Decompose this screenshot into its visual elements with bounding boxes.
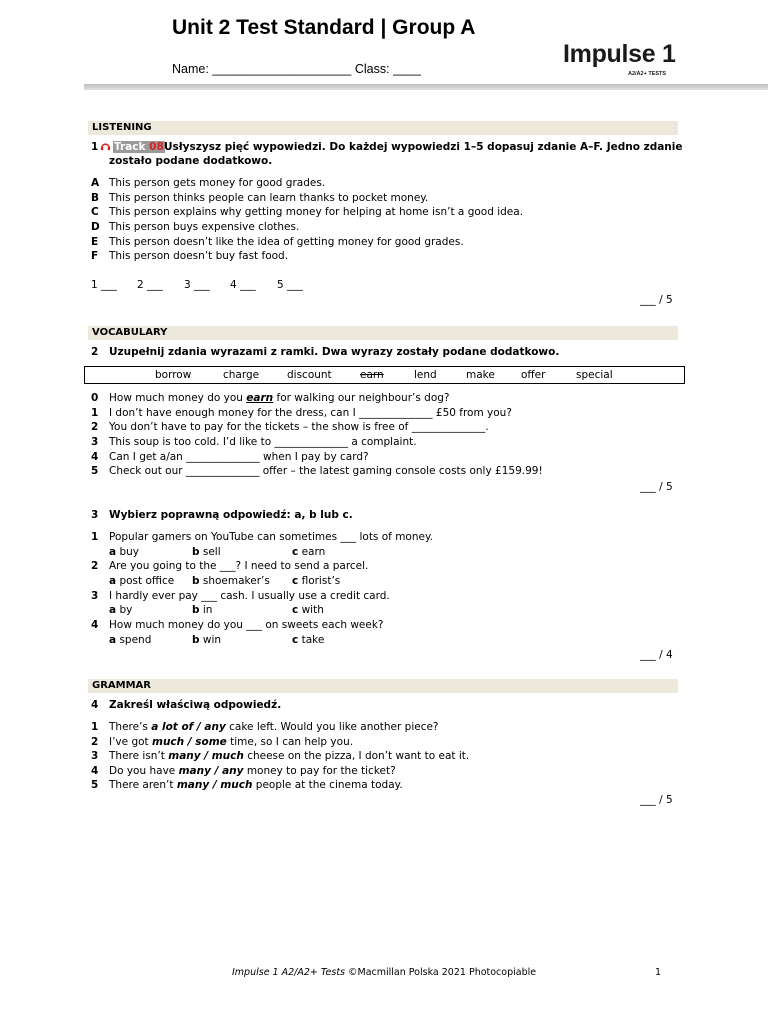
question-text: Are you going to the ___? I need to send a parcel. — [109, 560, 369, 572]
page-number: 1 — [655, 967, 662, 978]
answer-blank[interactable]: 3 ___ — [184, 279, 210, 291]
answer-blank[interactable]: 1 ___ — [91, 279, 117, 291]
brand-subtitle: A2/A2+ TESTS — [628, 71, 667, 77]
headphones-icon — [100, 141, 111, 151]
option-c[interactable]: c take — [292, 634, 325, 646]
grammar-sentence: There aren’t many / much people at the cinema today. — [109, 779, 403, 791]
name-blank: ____________________ — [212, 62, 352, 76]
track-number: 08 — [149, 141, 164, 153]
word-box-item: make — [466, 369, 495, 381]
option-c[interactable]: c earn — [292, 546, 326, 558]
gap-sentence: I don’t have enough money for the dress, can I ______________ £50 from you? — [109, 407, 512, 419]
class-label: Class: — [354, 62, 390, 76]
task-1-number: 1 — [91, 141, 99, 153]
item-number: 4 — [91, 619, 99, 631]
option-b[interactable]: b sell — [192, 546, 221, 558]
option-a[interactable]: a spend — [109, 634, 152, 646]
option-text: This person gets money for good grades. — [109, 177, 326, 189]
item-number: 2 — [91, 421, 99, 433]
choice[interactable]: a lot of / any — [151, 721, 226, 733]
item-number: 3 — [91, 750, 99, 762]
item-number: 5 — [91, 779, 99, 791]
gap-sentence: Can I get a/an ______________ when I pay by card? — [109, 451, 369, 463]
name-label: Name: — [172, 62, 209, 76]
page-title: Unit 2 Test Standard | Group A — [172, 16, 476, 39]
grammar-sentence: There’s a lot of / any cake left. Would you like another piece? — [109, 721, 439, 733]
track-label: Track 08 — [114, 141, 164, 153]
option-a[interactable]: a by — [109, 604, 133, 616]
word-box-item: offer — [521, 369, 546, 381]
item-number: 4 — [91, 451, 99, 463]
option-a[interactable]: a post office — [109, 575, 175, 587]
option-text: This person explains why getting money for helping at home isn’t a good idea. — [109, 206, 524, 218]
option-b[interactable]: b shoemaker’s — [192, 575, 270, 587]
score-task-4: ___ / 5 — [640, 794, 673, 806]
word-box-item: lend — [414, 369, 437, 381]
option-letter: E — [91, 236, 99, 248]
item-number: 3 — [91, 590, 99, 602]
item-number: 1 — [91, 721, 99, 733]
task-4-number: 4 — [91, 699, 99, 711]
item-number: 2 — [91, 736, 99, 748]
question-text: I hardly ever pay ___ cash. I usually use a credit card. — [109, 590, 390, 602]
score-listening: ___ / 5 — [640, 294, 673, 306]
option-text: This person doesn’t buy fast food. — [109, 250, 289, 262]
item-number: 3 — [91, 436, 99, 448]
choice[interactable]: many / any — [178, 765, 244, 777]
grammar-sentence: There isn’t many / much cheese on the pizza, I don’t want to eat it. — [109, 750, 470, 762]
brand-logo: Impulse 1 — [563, 40, 676, 68]
answer-blank[interactable]: 5 ___ — [277, 279, 303, 291]
option-c[interactable]: c florist’s — [292, 575, 341, 587]
example-sentence: How much money do you earn for walking our neighbour’s dog? — [109, 392, 450, 404]
name-class-row — [172, 62, 421, 76]
section-heading-grammar: GRAMMAR — [88, 679, 678, 693]
task-4-instruction: Zakreśl właściwą odpowiedź. — [109, 699, 282, 711]
example-answer: earn — [246, 392, 274, 404]
item-number: 5 — [91, 465, 99, 477]
choice[interactable]: many / much — [168, 750, 244, 762]
grammar-sentence: Do you have many / any money to pay for the ticket? — [109, 765, 396, 777]
option-a[interactable]: a buy — [109, 546, 139, 558]
task-1-instruction-line2: zostało podane dodatkowo. — [109, 155, 273, 167]
option-text: This person doesn’t like the idea of getting money for good grades. — [109, 236, 464, 248]
option-text: This person buys expensive clothes. — [109, 221, 300, 233]
task-3-instruction: Wybierz poprawną odpowiedź: a, b lub c. — [109, 509, 353, 521]
gap-sentence: Check out our ______________ offer – the latest gaming console costs only £159.99! — [109, 465, 543, 477]
word-box-item: special — [576, 369, 613, 381]
option-letter: B — [91, 192, 100, 204]
word-box-item: charge — [223, 369, 260, 381]
question-text: How much money do you ___ on sweets each week? — [109, 619, 384, 631]
option-letter: D — [91, 221, 100, 233]
item-number: 4 — [91, 765, 99, 777]
question-text: Popular gamers on YouTube can sometimes ___ lots of money. — [109, 531, 434, 543]
item-number: 2 — [91, 560, 99, 572]
footer-credit: Impulse 1 A2/A2+ Tests ©Macmillan Polska 2021 Photocopiable — [232, 967, 537, 978]
task-3-number: 3 — [91, 509, 99, 521]
option-b[interactable]: b in — [192, 604, 213, 616]
score-task-3: ___ / 4 — [640, 649, 673, 661]
section-heading-listening: LISTENING — [88, 121, 678, 135]
option-c[interactable]: c with — [292, 604, 324, 616]
option-b[interactable]: b win — [192, 634, 222, 646]
score-task-2: ___ / 5 — [640, 481, 673, 493]
class-blank: ____ — [393, 62, 421, 76]
track-badge — [100, 141, 165, 154]
header-divider — [84, 84, 768, 90]
item-number: 0 — [91, 392, 99, 404]
item-number: 1 — [91, 531, 99, 543]
task-1-instruction-line1: Usłyszysz pięć wypowiedzi. Do każdej wypowiedzi 1–5 dopasuj zdanie A–F. Jedno zdanie — [164, 141, 683, 153]
option-letter: A — [91, 177, 100, 189]
grammar-sentence: I’ve got much / some time, so I can help you. — [109, 736, 354, 748]
gap-sentence: This soup is too cold. I’d like to ______________ a complaint. — [109, 436, 417, 448]
option-letter: C — [91, 206, 99, 218]
choice[interactable]: many / much — [176, 779, 253, 791]
answer-blank[interactable]: 2 ___ — [137, 279, 163, 291]
item-number: 1 — [91, 407, 99, 419]
answer-blank[interactable]: 4 ___ — [230, 279, 256, 291]
task-2-number: 2 — [91, 346, 99, 358]
word-box-item-crossed: earn — [360, 369, 384, 381]
choice[interactable]: much / some — [152, 736, 227, 748]
task-2-instruction: Uzupełnij zdania wyrazami z ramki. Dwa wyrazy zostały podane dodatkowo. — [109, 346, 560, 358]
word-box-item: discount — [287, 369, 332, 381]
section-heading-vocabulary: VOCABULARY — [88, 326, 678, 340]
option-letter: F — [91, 250, 99, 262]
gap-sentence: You don’t have to pay for the tickets – the show is free of ______________. — [109, 421, 489, 433]
word-box-item: borrow — [155, 369, 192, 381]
option-text: This person thinks people can learn thanks to pocket money. — [109, 192, 429, 204]
